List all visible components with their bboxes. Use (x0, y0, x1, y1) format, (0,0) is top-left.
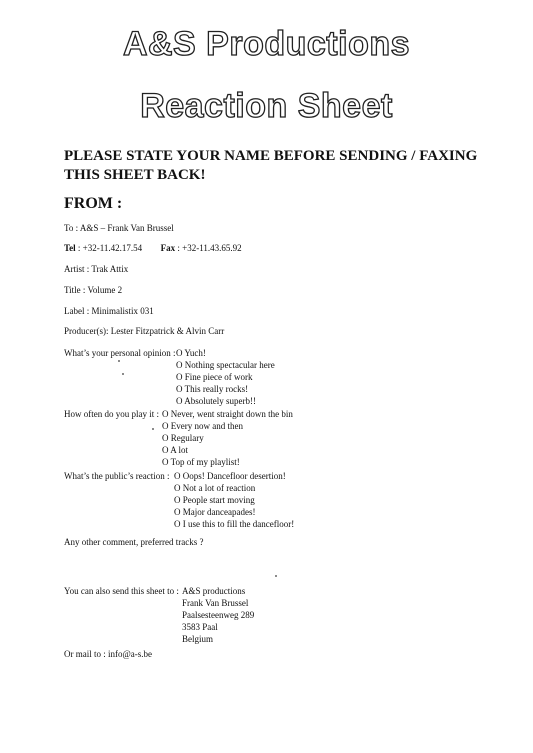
frequency-question: How often do you play it : (64, 409, 159, 419)
fax-label: Fax (160, 243, 176, 253)
tel-label: Tel (64, 243, 76, 253)
public-option[interactable]: O Oops! Dancefloor desertion! (174, 471, 286, 481)
frequency-option[interactable]: O Never, went straight down the bin (162, 409, 293, 419)
artist-line: Artist : Trak Attix (64, 264, 129, 274)
address-line: A&S productions (182, 586, 246, 596)
public-option[interactable]: O Major danceapades! (174, 507, 256, 517)
opinion-question: What’s your personal opinion : (64, 348, 176, 358)
header-title-line-1: A&S Productions (122, 25, 411, 63)
mail-line: Or mail to : info@a-s.be (64, 649, 153, 659)
scan-speck (152, 428, 154, 430)
frequency-option[interactable]: O Top of my playlist! (162, 457, 240, 467)
public-option[interactable]: O Not a lot of reaction (174, 483, 256, 493)
from-label: FROM : (64, 195, 123, 212)
header-title-line-2: Reaction Sheet (140, 87, 393, 125)
scan-speck (275, 575, 277, 577)
frequency-option[interactable]: O Regulary (162, 433, 204, 443)
address-line: Belgium (182, 634, 213, 644)
address-line: 3583 Paal (182, 622, 218, 632)
opinion-option[interactable]: O Nothing spectacular here (176, 360, 275, 370)
scan-speck (122, 373, 124, 375)
fax-value: : +32-11.43.65.92 (175, 243, 242, 253)
frequency-option[interactable]: O A lot (162, 445, 189, 455)
address-line: Frank Van Brussel (182, 598, 249, 608)
frequency-option[interactable]: O Every now and then (162, 421, 243, 431)
scan-speck (118, 360, 120, 362)
notice-text: PLEASE STATE YOUR NAME BEFORE SENDING / FAXING THIS SHEET BACK! (64, 148, 478, 183)
to-line: To : A&S – Frank Van Brussel (64, 223, 174, 233)
producers-line: Producer(s): Lester Fitzpatrick & Alvin Carr (64, 326, 225, 336)
public-question: What’s the public’s reaction : (64, 471, 170, 481)
opinion-option[interactable]: O This really rocks! (176, 384, 249, 394)
opinion-option[interactable]: O Absolutely superb!! (176, 396, 256, 406)
opinion-option[interactable]: O Fine piece of work (176, 372, 253, 382)
public-option[interactable]: O People start moving (174, 495, 255, 505)
send-label: You can also send this sheet to : (64, 586, 179, 596)
label-line: Label : Minimalistix 031 (64, 306, 154, 316)
comment-line: Any other comment, preferred tracks ? (64, 537, 204, 547)
public-option[interactable]: O I use this to fill the dancefloor! (174, 519, 295, 529)
title-line: Title : Volume 2 (64, 285, 123, 295)
address-line: Paalsesteenweg 289 (182, 610, 255, 620)
tel-value: : +32-11.42.17.54 (75, 243, 143, 253)
contact-line (64, 242, 242, 254)
opinion-option[interactable]: O Yuch! (176, 348, 206, 358)
